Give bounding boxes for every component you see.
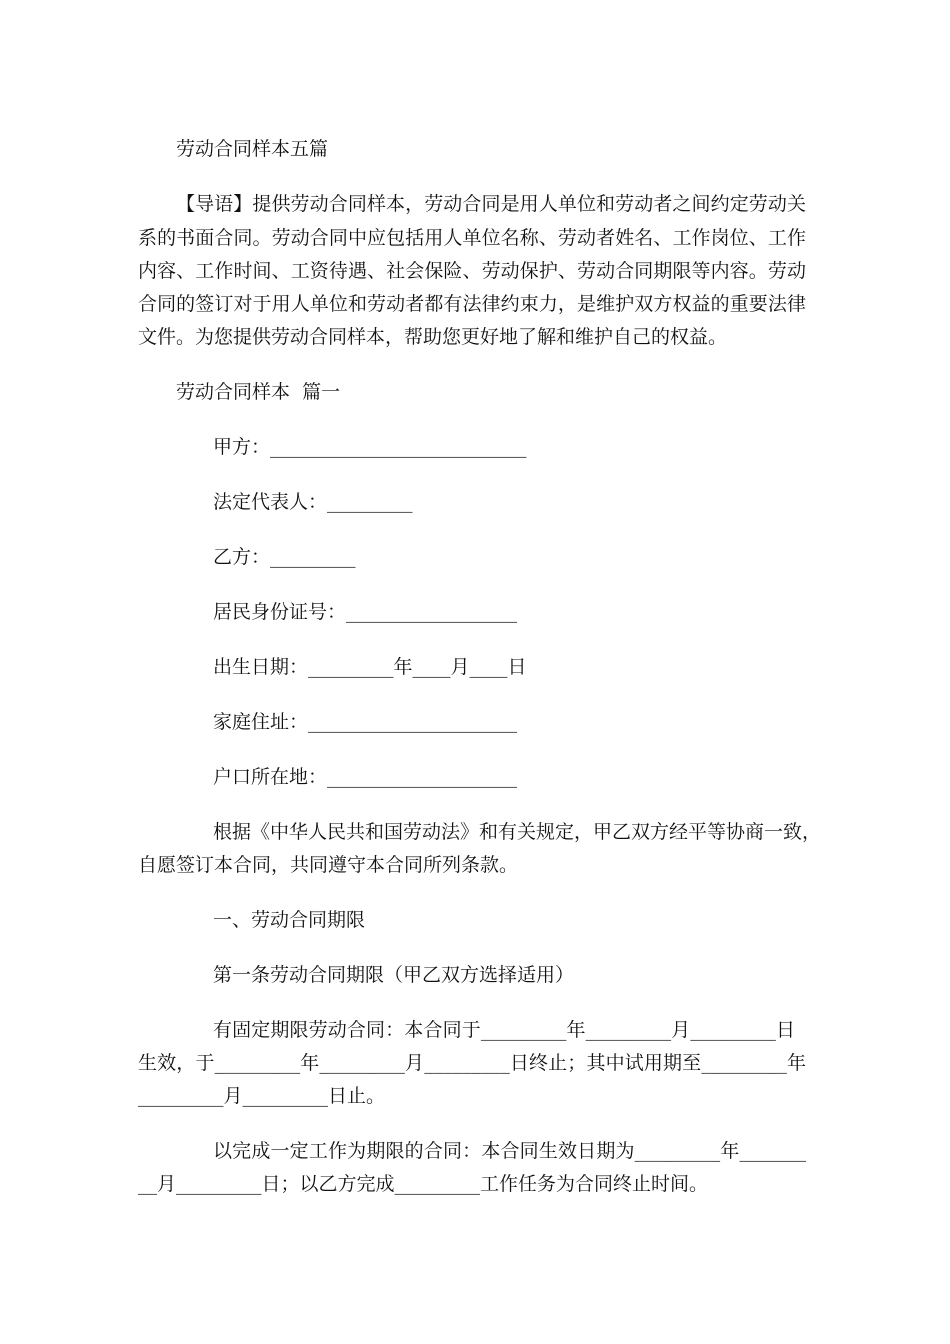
preamble-line: 自愿签订本合同，共同遵守本合同所列条款。	[138, 854, 519, 876]
field-party-b: 乙方：_________	[213, 546, 356, 568]
fixed-term-line: _________月_________日止。	[138, 1085, 386, 1107]
field-legal-representative: 法定代表人：_________	[213, 491, 413, 513]
field-birth-date: 出生日期：_________年____月____日	[213, 656, 527, 678]
fixed-term-line: 有固定期限劳动合同：本合同于_________年_________月_________日	[213, 1019, 795, 1041]
intro-line: 系的书面合同。劳动合同中应包括用人单位名称、劳动者姓名、工作岗位、工作	[138, 227, 806, 249]
field-party-a: 甲方：___________________________	[213, 436, 527, 458]
field-id-number: 居民身份证号：__________________	[213, 601, 518, 623]
field-home-address: 家庭住址：______________________	[213, 711, 518, 733]
task-term-line: __月_________日；以乙方完成_________工作任务为合同终止时间。	[138, 1173, 709, 1195]
document-title: 劳动合同样本五篇	[176, 138, 329, 160]
article-heading: 第一条劳动合同期限（甲乙双方选择适用）	[213, 964, 575, 986]
preamble-line: 根据《中华人民共和国劳动法》和有关规定，甲乙双方经平等协商一致，	[213, 821, 822, 843]
intro-line: 内容、工作时间、工资待遇、社会保险、劳动保护、劳动合同期限等内容。劳动	[138, 260, 806, 282]
section-title: 劳动合同样本 篇一	[176, 381, 341, 403]
field-household-registration: 户口所在地：____________________	[213, 766, 518, 788]
task-term-line: 以完成一定工作为期限的合同：本合同生效日期为_________年_______	[213, 1140, 806, 1162]
intro-line: 【导语】提供劳动合同样本，劳动合同是用人单位和劳动者之间约定劳动关	[176, 193, 806, 215]
intro-line: 文件。为您提供劳动合同样本，帮助您更好地了解和维护自己的权益。	[138, 326, 728, 348]
fixed-term-line: 生效，于_________年_________月_________日终止；其中试用期至_________年	[138, 1052, 806, 1074]
intro-line: 合同的签订对于用人单位和劳动者都有法律约束力，是维护双方权益的重要法律	[138, 293, 806, 315]
chapter-heading: 一、劳动合同期限	[213, 909, 366, 931]
